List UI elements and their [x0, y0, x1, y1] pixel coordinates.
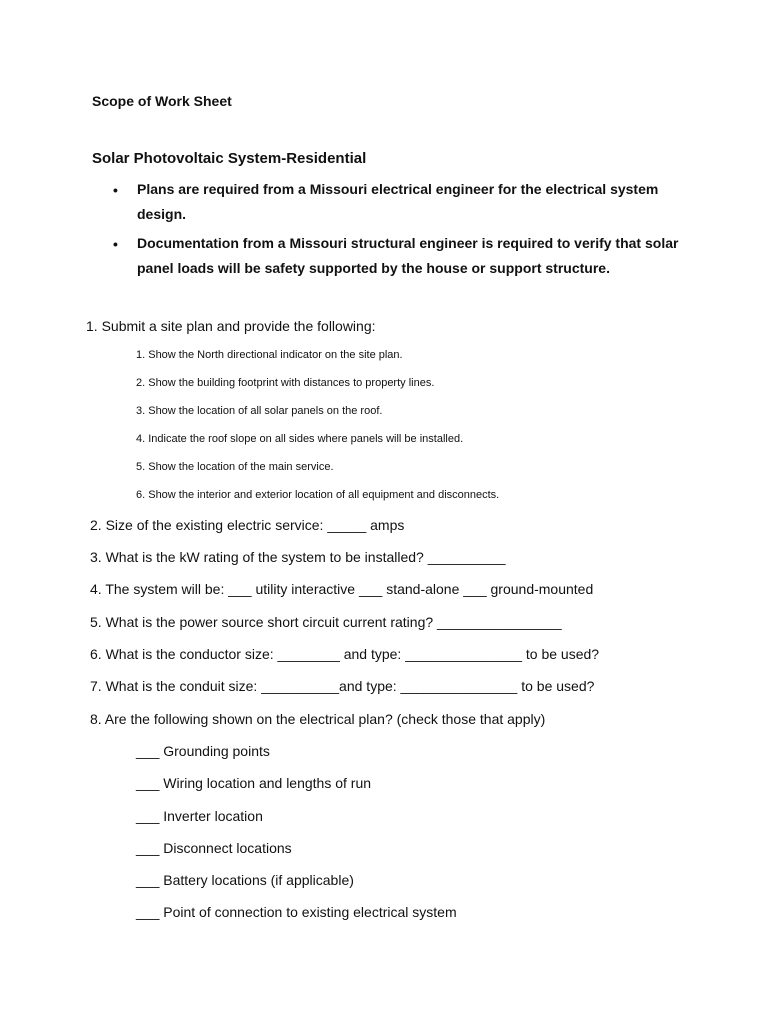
- checklist-item: ___ Disconnect locations: [136, 840, 292, 856]
- site-plan-item: 1. Show the North directional indicator on the site plan.: [136, 349, 403, 361]
- question-6: 6. What is the conductor size: ________ and type: _______________ to be used?: [90, 646, 600, 662]
- site-plan-item: 5. Show the location of the main service.: [136, 461, 334, 473]
- checklist-item: ___ Battery locations (if applicable): [136, 872, 354, 888]
- site-plan-item: 2. Show the building footprint with distances to property lines.: [136, 377, 435, 389]
- question-2: 2. Size of the existing electric service: _____ amps: [90, 517, 405, 533]
- question-3: 3. What is the kW rating of the system to be installed? __________: [90, 549, 506, 565]
- site-plan-item: 3. Show the location of all solar panels on the roof.: [136, 405, 383, 417]
- checklist-item: ___ Inverter location: [136, 808, 263, 824]
- sheet-title: Scope of Work Sheet: [92, 93, 232, 109]
- checklist-item: ___ Wiring location and lengths of run: [136, 775, 372, 791]
- question-8: 8. Are the following shown on the electrical plan? (check those that apply): [90, 711, 546, 727]
- question-1: 1. Submit a site plan and provide the following:: [86, 318, 376, 334]
- requirement-bullet: Plans are required from a Missouri electrical engineer for the electrical system design.: [137, 181, 659, 222]
- site-plan-item: 6. Show the interior and exterior location of all equipment and disconnects.: [136, 489, 500, 501]
- bullet-marker: •: [113, 236, 118, 252]
- question-5: 5. What is the power source short circuit current rating? ________________: [90, 614, 562, 630]
- checklist-item: ___ Point of connection to existing electrical system: [136, 904, 457, 920]
- site-plan-item: 4. Indicate the roof slope on all sides where panels will be installed.: [136, 433, 464, 445]
- question-7: 7. What is the conduit size: __________and type: _______________ to be used?: [90, 678, 595, 694]
- bullet-marker: •: [113, 182, 118, 198]
- requirement-bullet: Documentation from a Missouri structural engineer is required to verify that solar panel loads will be safety supported by the house or support structure.: [137, 235, 679, 276]
- page-title: Solar Photovoltaic System-Residential: [92, 150, 367, 167]
- question-4: 4. The system will be: ___ utility interactive ___ stand-alone ___ ground-mounted: [90, 581, 594, 597]
- checklist-item: ___ Grounding points: [136, 743, 270, 759]
